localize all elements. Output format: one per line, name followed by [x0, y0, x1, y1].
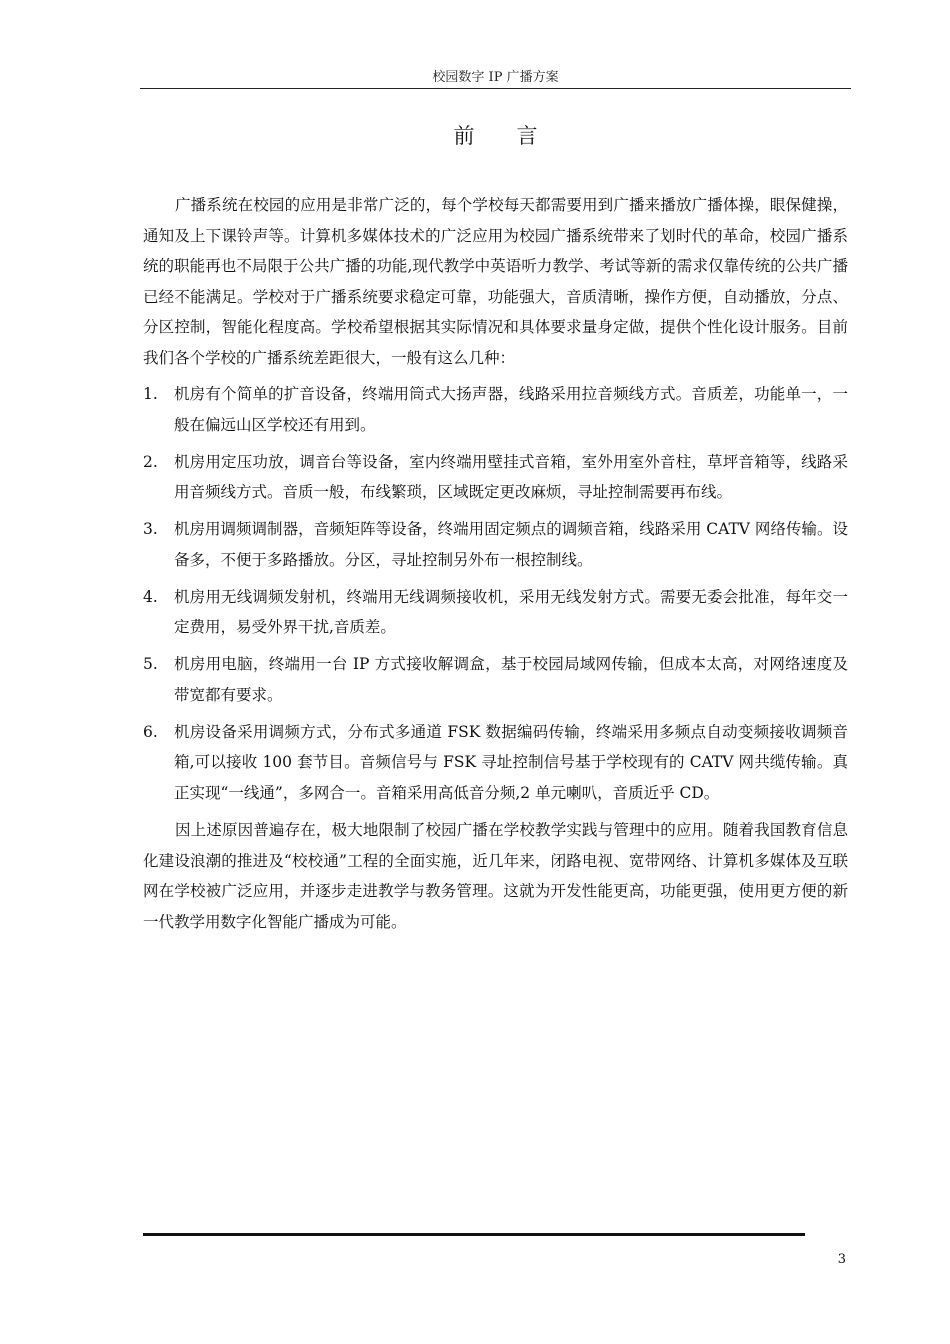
list-item-number: 4.: [143, 587, 158, 606]
list-item-text: 机房设备采用调频方式，分布式多通道 FSK 数据编码传输，终端采用多频点自动变频接收调频音箱,可以接收 100 套节目。音频信号与 FSK 寻址控制信号基于学校现有的 CATV 网共缆传输。真正实现“一线通”，多网合一。音箱采用高低音分频,2 单元喇叭，音质近乎 CD。: [174, 722, 848, 802]
list-item-text: 机房用调频调制器，音频矩阵等设备，终端用固定频点的调频音箱，线路采用 CATV 网络传输。设备多，不便于多路播放。分区，寻址控制另外布一根控制线。: [174, 520, 848, 569]
list-item-text: 机房有个简单的扩音设备，终端用筒式大扬声器，线路采用拉音频线方式。音质差，功能单一，一般在偏远山区学校还有用到。: [174, 385, 848, 434]
list-item-text: 机房用定压功放，调音台等设备，室内终端用壁挂式音箱，室外用室外音柱，草坪音箱等，线路采用音频线方式。音质一般，布线繁琐，区域既定更改麻烦，寻址控制需要再布线。: [174, 452, 848, 501]
list-item-number: 1.: [143, 385, 158, 403]
running-header: 校园数字 IP 广播方案: [432, 70, 559, 85]
list-item: [143, 649, 848, 710]
footer-divider: [143, 1233, 805, 1236]
list-item-text: 机房用无线调频发射机，终端用无线调频接收机，采用无线发射方式。需要无委会批准，每年交一定费用，易受外界干扰,音质差。: [174, 587, 848, 636]
conclusion-section: [143, 815, 848, 937]
list-item-number: 2.: [143, 452, 158, 471]
system-type-list: [143, 379, 848, 815]
intro-paragraph: 广播系统在校园的应用是非常广泛的，每个学校每天都需要用到广播来播放广播体操，眼保健操，通知及上下课铃声等。计算机多媒体技术的广泛应用为校园广播系统带来了划时代的革命，校园广播系统的职能再也不局限于公共广播的功能,现代教学中英语听力教学、考试等新的需求仅靠传统的公共广播已经不能满足。学校对于广播系统要求稳定可靠，功能强大，音质清晰，操作方便，自动播放，分点、分区控制，智能化程度高。学校希望根据其实际情况和具体要求量身定做，提供个性化设计服务。目前我们各个学校的广播系统差距很大，一般有这么几种：: [143, 196, 848, 367]
page-title: 前言: [453, 124, 580, 148]
page-number: 3: [837, 1252, 846, 1267]
intro-section: [143, 190, 848, 373]
list-item: [143, 379, 848, 440]
list-item: [143, 582, 848, 643]
list-item-number: 3.: [143, 520, 158, 538]
list-item: [143, 717, 848, 809]
list-item-number: 6.: [143, 722, 158, 741]
header-divider: [140, 88, 851, 89]
list-item: [143, 514, 848, 575]
list-item-text: 机房用电脑，终端用一台 IP 方式接收解调盒，基于校园局域网传输，但成本太高，对网络速度及带宽都有要求。: [174, 655, 848, 704]
list-item-number: 5.: [143, 655, 158, 673]
list-item: [143, 447, 848, 508]
conclusion-paragraph: 因上述原因普遍存在，极大地限制了校园广播在学校教学实践与管理中的应用。随着我国教育信息化建设浪潮的推进及“校校通”工程的全面实施，近几年来，闭路电视、宽带网络、计算机多媒体及互联网在学校被广泛应用，并逐步走进教学与教务管理。这就为开发性能更高，功能更强，使用更方便的新一代教学用数字化智能广播成为可能。: [143, 821, 848, 931]
